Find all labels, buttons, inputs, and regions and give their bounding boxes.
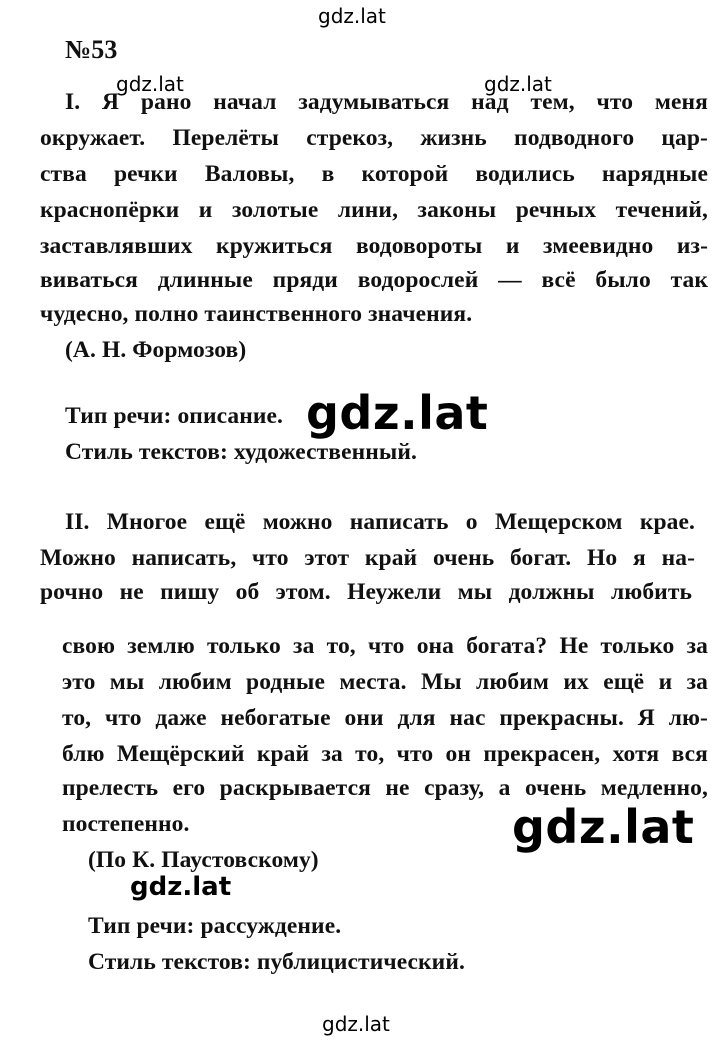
part1-text-style: Стиль текстов: художественный. (65, 439, 417, 465)
part2-line: блю Мещёрский край за то, что он прекрасен, хотя вся (62, 741, 708, 767)
part2-line: Можно написать, что этот край очень богат. Но я на- (40, 545, 695, 571)
part2-line: рочно не пишу об этом. Неужели мы должны любить (40, 579, 692, 605)
part2-line: II. Многое ещё можно написать о Мещерском крае. (65, 509, 695, 535)
watermark-medium: gdz.lat (130, 872, 232, 902)
watermark-left: gdz.lat (116, 72, 184, 96)
part1-line: окружает. Перелёты стрекоз, жизнь подводного цар- (40, 125, 708, 151)
part2-line: прелесть его раскрывается не сразу, а очень медленно, (62, 775, 708, 801)
watermark-large-2: gdz.lat (512, 800, 695, 854)
part2-author: (По К. Паустовскому) (88, 847, 319, 873)
part2-type-of-speech: Тип речи: рассуждение. (88, 913, 342, 939)
part1-line: ства речки Валовы, в которой водились нарядные (40, 161, 708, 187)
part2-line: то, что даже небогатые они для нас прекрасны. Я лю- (62, 705, 708, 731)
exercise-number: №53 (65, 35, 118, 64)
watermark-top: gdz.lat (318, 4, 386, 28)
part1-type-of-speech: Тип речи: описание. (65, 403, 284, 429)
part1-line: заставлявших кружиться водовороты и змеевидно из- (40, 233, 708, 259)
part1-line: краснопёрки и золотые лини, законы речных течений, (40, 197, 708, 223)
part1-author: (А. Н. Формозов) (65, 337, 247, 363)
watermark-right: gdz.lat (484, 72, 552, 96)
part2-line: свою землю только за то, что она богата? Не только за (62, 633, 708, 659)
part2-text-style: Стиль текстов: публицистический. (88, 949, 465, 975)
part2-line: постепенно. (62, 811, 190, 837)
watermark-bottom: gdz.lat (322, 1012, 390, 1036)
watermark-large-1: gdz.lat (306, 386, 489, 440)
part1-line: I. Я рано начал задумываться над тем, что меня (65, 89, 708, 115)
part1-line: чудесно, полно таинственного значения. (40, 301, 473, 327)
part1-line: виваться длинные пряди водорослей — всё было так (40, 267, 708, 293)
part2-line: это мы любим родные места. Мы любим их ещё и за (62, 669, 708, 695)
